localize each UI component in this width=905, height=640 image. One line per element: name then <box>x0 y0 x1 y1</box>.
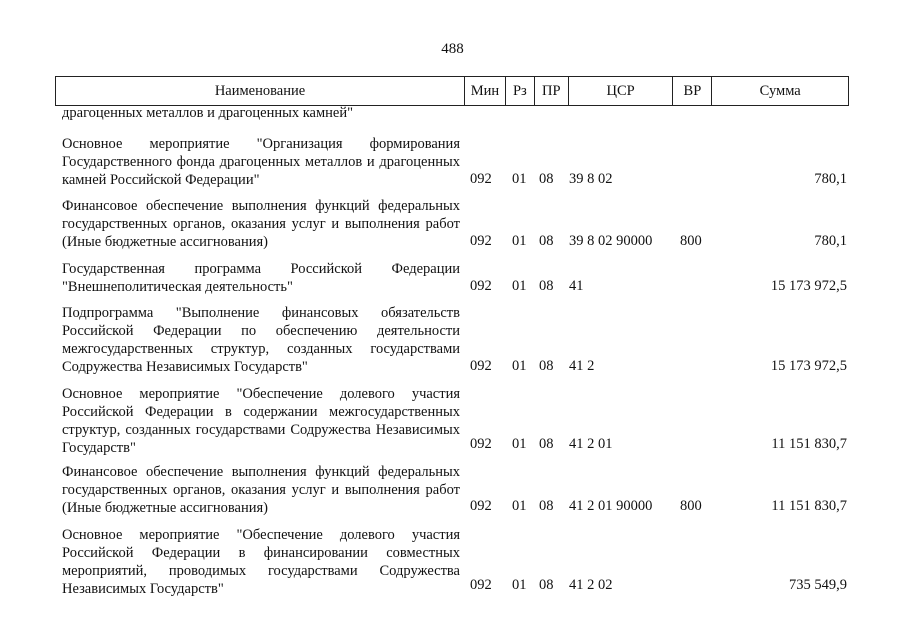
row-sum: 780,1 <box>814 233 847 249</box>
row-rz: 01 <box>512 436 527 452</box>
row-vr: 800 <box>680 233 702 249</box>
row-min: 092 <box>470 233 492 249</box>
row-pr: 08 <box>539 171 554 187</box>
continuation-text: драгоценных металлов и драгоценных камней" <box>62 105 354 121</box>
row-sum: 735 549,9 <box>789 577 847 593</box>
row-sum: 15 173 972,5 <box>770 358 847 374</box>
row-rz: 01 <box>512 498 527 514</box>
row-rz: 01 <box>512 577 527 593</box>
header-sum: Сумма <box>759 82 801 99</box>
row-min: 092 <box>470 358 492 374</box>
row-name: Финансовое обеспечение выполнения функций федеральных государственных органов, оказания услуг и выполнения работ (Иные бюджетные ассигнования) <box>62 198 460 250</box>
row-sum: 15 173 972,5 <box>770 278 847 294</box>
row-rz: 01 <box>512 358 527 374</box>
row-pr: 08 <box>539 577 554 593</box>
page-number: 488 <box>441 41 464 57</box>
header-pr: ПР <box>535 77 569 105</box>
row-rz: 01 <box>512 233 527 249</box>
row-name: Государственная программа Российской Федерации "Внешнеполитическая деятельность" <box>62 261 460 295</box>
row-pr: 08 <box>539 436 554 452</box>
header-name: Наименование <box>56 77 465 105</box>
row-sum: 11 151 830,7 <box>771 436 847 452</box>
header-vr: ВР <box>673 77 712 105</box>
row-min: 092 <box>470 498 492 514</box>
row-min: 092 <box>470 171 492 187</box>
row-name: Основное мероприятие "Обеспечение долевого участия Российской Федерации в финансировании совместных мероприятий, проводимых государствами Содружества Независимых Государств" <box>62 527 460 597</box>
row-sum: 11 151 830,7 <box>771 498 847 514</box>
row-sum: 780,1 <box>814 171 847 187</box>
row-csr: 39 8 02 <box>569 171 613 187</box>
table-header <box>55 76 849 106</box>
row-pr: 08 <box>539 278 554 294</box>
header-rz: Рз <box>506 77 535 105</box>
row-name: Финансовое обеспечение выполнения функций федеральных государственных органов, оказания услуг и выполнения работ (Иные бюджетные ассигнования) <box>62 464 460 516</box>
row-name: Основное мероприятие "Обеспечение долевого участия Российской Федерации в содержании межгосударственных структур, созданных государствами Содружества Независимых Государств" <box>62 386 460 456</box>
row-min: 092 <box>470 577 492 593</box>
row-csr: 41 2 01 <box>569 436 613 452</box>
row-csr: 39 8 02 90000 <box>569 233 653 249</box>
row-csr: 41 2 <box>569 358 595 374</box>
row-csr: 41 2 02 <box>569 577 613 593</box>
row-min: 092 <box>470 278 492 294</box>
row-csr: 41 <box>569 278 584 294</box>
row-pr: 08 <box>539 358 554 374</box>
row-rz: 01 <box>512 171 527 187</box>
row-csr: 41 2 01 90000 <box>569 498 653 514</box>
row-name: Подпрограмма "Выполнение финансовых обязательств Российской Федерации по обеспечению деятельности межгосударственных структур, созданных государствами Содружества Независимых Государств" <box>62 305 460 375</box>
row-min: 092 <box>470 436 492 452</box>
row-rz: 01 <box>512 278 527 294</box>
header-csr: ЦСР <box>569 77 674 105</box>
row-pr: 08 <box>539 233 554 249</box>
row-pr: 08 <box>539 498 554 514</box>
row-name: Основное мероприятие "Организация формирования Государственного фонда драгоценных металлов и драгоценных камней Российской Федерации" <box>62 136 460 188</box>
header-min: Мин <box>465 77 506 105</box>
row-vr: 800 <box>680 498 702 514</box>
